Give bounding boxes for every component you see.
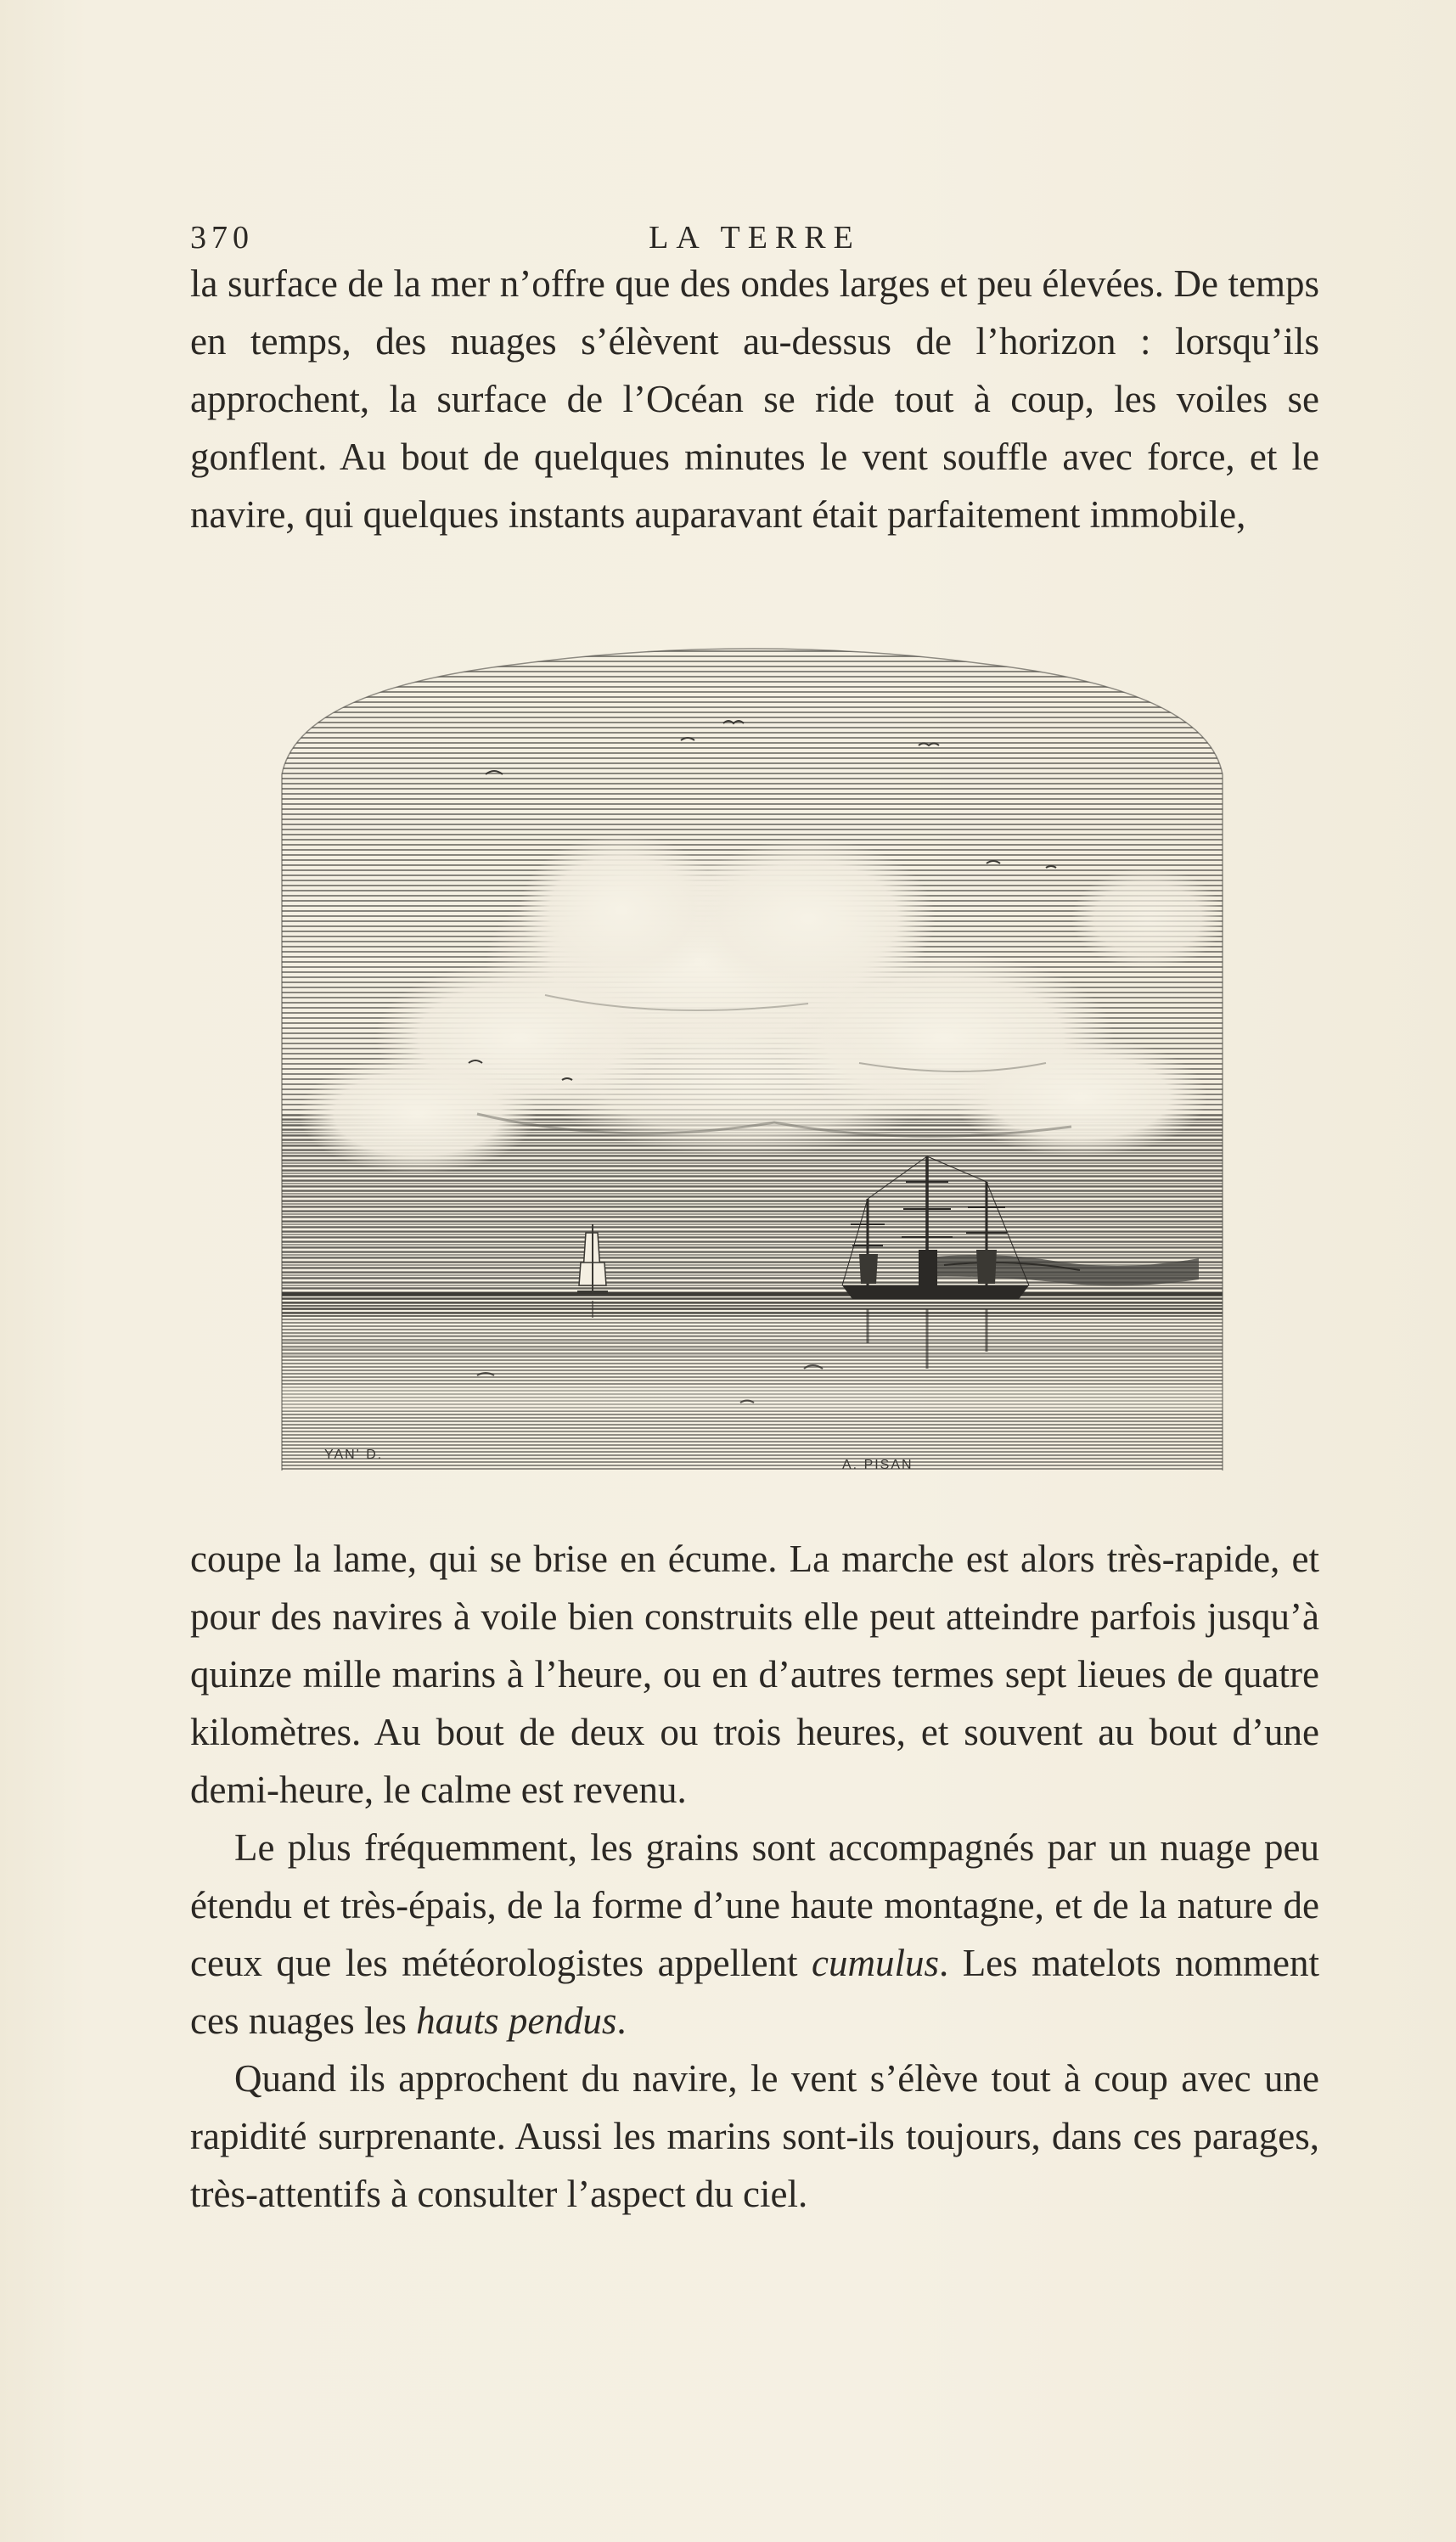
paragraph-2-middle: . Les matelots nomment ces nuages les xyxy=(190,1942,1320,2042)
paragraph-2 xyxy=(190,1819,1319,2050)
engraving-illustration xyxy=(265,638,1240,1477)
engraver-signature-right: A. PISAN xyxy=(842,1458,914,1472)
paragraph-2-start: Le plus fréquemment, les grains sont accompagnés par un nuage peu étendu et très-épais, de la forme d’une haute montagne, et de la nature de ceux que les météorologistes appellent xyxy=(190,1826,1319,1984)
paragraph-2-end: . xyxy=(616,1999,627,2042)
term-cumulus: cumulus xyxy=(812,1942,939,1984)
page-number: 370 xyxy=(190,220,254,256)
seascape-engraving xyxy=(265,638,1240,1477)
term-hauts-pendus: hauts pendus xyxy=(416,1999,617,2042)
engraver-signature-left: YAN' D. xyxy=(324,1448,384,1462)
text-block-bottom xyxy=(190,1530,1319,2223)
paragraph-top: la surface de la mer n’offre que des ondes larges et peu élevées. De temps en temps, des nuages s’élèvent au-dessus de l’horizon : lorsqu’ils approchent, la surface de l’Océan se ride tout à coup, les voiles se gonflent. Au bout de quelques minutes le vent souffle avec force, et le navire, qui quelques instants auparavant était parfaitement immobile, xyxy=(190,262,1319,536)
text-block-top xyxy=(190,255,1319,543)
paragraph-1: coupe la lame, qui se brise en écume. La marche est alors très-rapide, et pour des navires à voile bien construits elle peut atteindre parfois jusqu’à quinze mille marins à l’heure, ou en d’autres termes sept lieues de quatre kilomètres. Au bout de deux ou trois heures, et souvent au bout d’une demi-heure, le calme est revenu. xyxy=(190,1538,1319,1811)
running-title: LA TERRE xyxy=(649,220,861,256)
paragraph-3: Quand ils approchent du navire, le vent s’élève tout à coup avec une rapidité surprenante. Aussi les marins sont-ils toujours, dans ces parages, très-attentifs à consulter l’aspect du ciel. xyxy=(190,2057,1319,2215)
